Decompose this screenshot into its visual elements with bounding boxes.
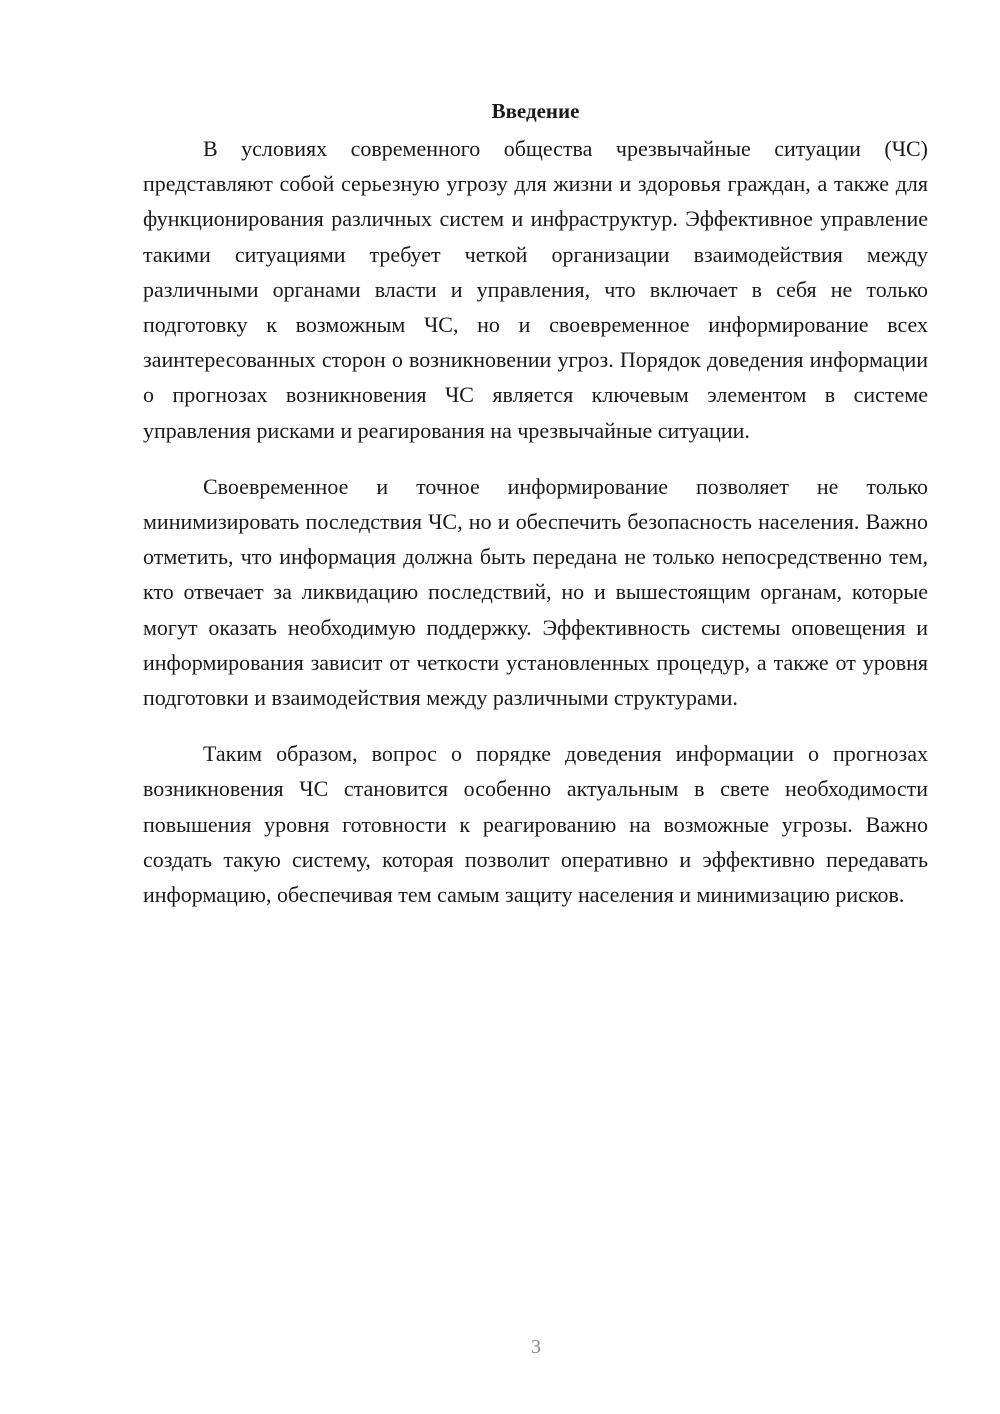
paragraph-3: Таким образом, вопрос о порядке доведения информации о прогнозах возникновения ЧС становится особенно актуальным в свете необходимости повышения уровня готовности к реагированию на возможные угрозы. Важно создать такую систему, которая позволит оперативно и эффективно передавать информацию, обеспечивая тем самым защиту населения и минимизацию рисков. [143,741,928,908]
section-title: Введение [491,99,580,123]
paragraph-1: В условиях современного общества чрезвычайные ситуации (ЧС) представляют собой серьезную угрозу для жизни и здоровья граждан, а также для функционирования различных систем и инфраструктур. Эффективное управление такими ситуациями требует четкой организации взаимодействия между различными органами власти и управления, что включает в себя не только подготовку к возможным ЧС, но и своевременное информирование всех заинтересованных сторон о возникновении угроз. Порядок доведения информации о прогнозах возникновения ЧС является ключевым элементом в системе управления рисками и реагирования на чрезвычайные ситуации. [143,136,928,443]
page-content [143,94,928,933]
page-number: 3 [531,1336,541,1358]
paragraph-2: Своевременное и точное информирование позволяет не только минимизировать последствия ЧС, но и обеспечить безопасность населения. Важно отметить, что информация должна быть передана не только непосредственно тем, кто отвечает за ликвидацию последствий, но и вышестоящим органам, которые могут оказать необходимую поддержку. Эффективность системы оповещения и информирования зависит от четкости установленных процедур, а также от уровня подготовки и взаимодействия между различными структурами. [143,473,928,711]
